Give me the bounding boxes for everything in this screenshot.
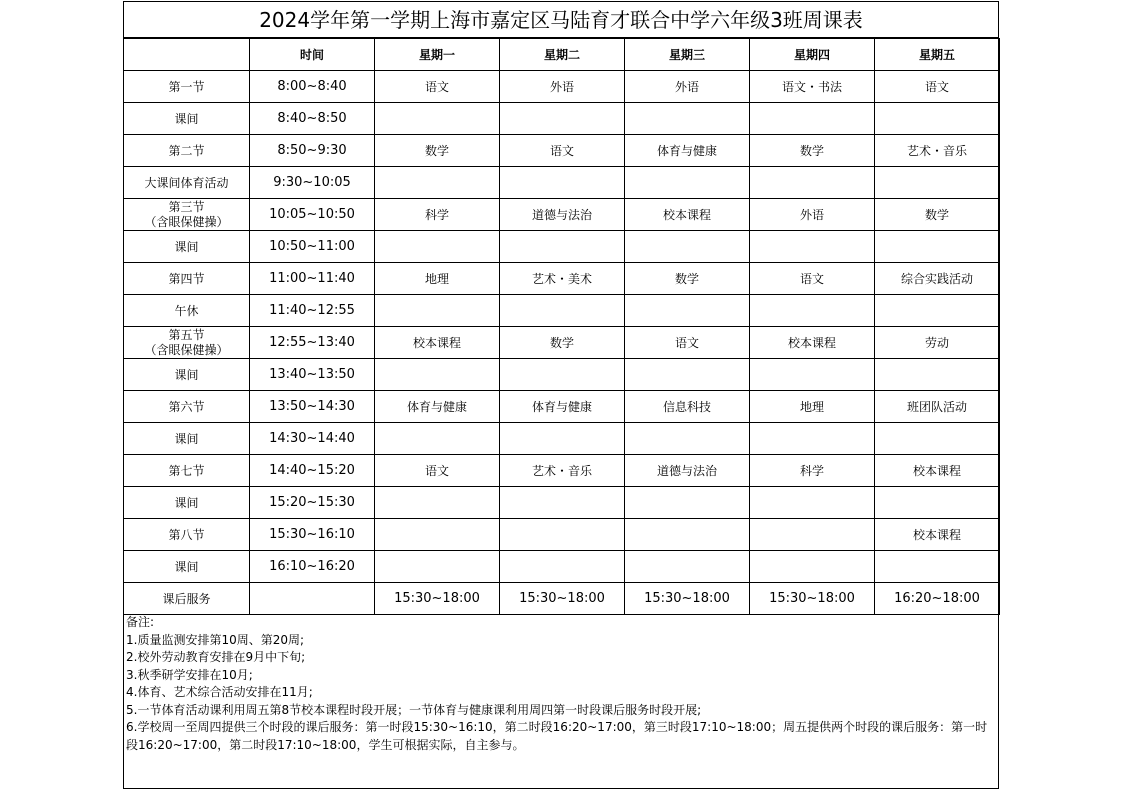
table-row bbox=[124, 263, 1000, 295]
subject-cell: 综合实践活动 bbox=[875, 263, 1000, 295]
subject-cell bbox=[375, 359, 500, 391]
period-label-stack bbox=[124, 200, 249, 230]
timetable-sheet bbox=[123, 1, 999, 789]
subject-cell: 体育与健康 bbox=[500, 391, 625, 423]
period-label bbox=[124, 327, 250, 359]
table-row bbox=[124, 199, 1000, 231]
period-label bbox=[124, 199, 250, 231]
subject-cell bbox=[375, 103, 500, 135]
subject-cell bbox=[500, 359, 625, 391]
period-label: 第一节 bbox=[124, 71, 250, 103]
page-title: 2024学年第一学期上海市嘉定区马陆育才联合中学六年级3班周课表 bbox=[124, 2, 998, 38]
after-school-service-cell: 15:30~18:00 bbox=[750, 583, 875, 615]
table-row bbox=[124, 71, 1000, 103]
subject-cell bbox=[375, 167, 500, 199]
header-day-tue: 星期二 bbox=[500, 39, 625, 71]
subject-cell: 艺术・音乐 bbox=[875, 135, 1000, 167]
subject-cell bbox=[625, 519, 750, 551]
subject-cell bbox=[875, 295, 1000, 327]
period-label: 课间 bbox=[124, 231, 250, 263]
subject-cell: 科学 bbox=[750, 455, 875, 487]
period-label: 课间 bbox=[124, 359, 250, 391]
subject-cell: 地理 bbox=[375, 263, 500, 295]
table-row bbox=[124, 583, 1000, 615]
subject-cell: 道德与法治 bbox=[625, 455, 750, 487]
subject-cell bbox=[875, 103, 1000, 135]
period-label: 课间 bbox=[124, 551, 250, 583]
schedule-table bbox=[123, 38, 1000, 615]
period-time: 11:00~11:40 bbox=[250, 263, 375, 295]
subject-cell: 语文 bbox=[875, 71, 1000, 103]
subject-cell: 外语 bbox=[750, 199, 875, 231]
period-time: 15:30~16:10 bbox=[250, 519, 375, 551]
period-label-sub: （含眼保健操） bbox=[144, 214, 229, 229]
subject-cell: 体育与健康 bbox=[375, 391, 500, 423]
subject-cell bbox=[750, 423, 875, 455]
period-time bbox=[250, 583, 375, 615]
subject-cell bbox=[375, 295, 500, 327]
note-item: 1.质量监测安排第10周、第20周; bbox=[126, 632, 305, 647]
note-item: 6.学校周一至周四提供三个时段的课后服务：第一时段15:30~16:10，第二时段16:20~17:00，第三时段17:10~18:00；周五提供两个时段的课后服务：第一时段16:20~17:00，第二时段17:10~18:00，学生可根据实际，自主参与。 bbox=[126, 720, 988, 752]
after-school-service-cell: 15:30~18:00 bbox=[375, 583, 500, 615]
period-label: 第二节 bbox=[124, 135, 250, 167]
subject-cell: 校本课程 bbox=[375, 327, 500, 359]
subject-cell: 数学 bbox=[750, 135, 875, 167]
subject-cell: 劳动 bbox=[875, 327, 1000, 359]
subject-cell: 校本课程 bbox=[625, 199, 750, 231]
note-item: 3.秋季研学安排在10月; bbox=[126, 667, 253, 682]
table-row bbox=[124, 103, 1000, 135]
subject-cell bbox=[875, 423, 1000, 455]
subject-cell: 信息科技 bbox=[625, 391, 750, 423]
subject-cell bbox=[375, 551, 500, 583]
subject-cell: 体育与健康 bbox=[625, 135, 750, 167]
subject-cell bbox=[625, 551, 750, 583]
subject-cell: 外语 bbox=[500, 71, 625, 103]
table-row bbox=[124, 167, 1000, 199]
subject-cell bbox=[625, 487, 750, 519]
period-label-main: 第三节 bbox=[168, 199, 205, 214]
table-row bbox=[124, 455, 1000, 487]
subject-cell: 语文 bbox=[375, 71, 500, 103]
subject-cell bbox=[750, 519, 875, 551]
table-row bbox=[124, 551, 1000, 583]
table-row bbox=[124, 519, 1000, 551]
subject-cell: 艺术・美术 bbox=[500, 263, 625, 295]
period-label: 课间 bbox=[124, 487, 250, 519]
subject-cell bbox=[750, 487, 875, 519]
after-school-service-cell: 16:20~18:00 bbox=[875, 583, 1000, 615]
period-label: 课间 bbox=[124, 103, 250, 135]
subject-cell bbox=[875, 231, 1000, 263]
subject-cell bbox=[750, 103, 875, 135]
subject-cell bbox=[625, 295, 750, 327]
period-time: 13:50~14:30 bbox=[250, 391, 375, 423]
subject-cell: 艺术・音乐 bbox=[500, 455, 625, 487]
period-label: 课间 bbox=[124, 423, 250, 455]
subject-cell: 地理 bbox=[750, 391, 875, 423]
subject-cell: 数学 bbox=[875, 199, 1000, 231]
period-label: 午休 bbox=[124, 295, 250, 327]
subject-cell: 班团队活动 bbox=[875, 391, 1000, 423]
subject-cell bbox=[750, 295, 875, 327]
table-row bbox=[124, 423, 1000, 455]
header-day-thu: 星期四 bbox=[750, 39, 875, 71]
period-time: 8:40~8:50 bbox=[250, 103, 375, 135]
period-time: 10:50~11:00 bbox=[250, 231, 375, 263]
table-row bbox=[124, 231, 1000, 263]
period-label: 第六节 bbox=[124, 391, 250, 423]
period-time: 14:40~15:20 bbox=[250, 455, 375, 487]
notes-heading: 备注: bbox=[126, 615, 155, 629]
header-blank-cell bbox=[124, 39, 250, 71]
subject-cell bbox=[375, 423, 500, 455]
table-row bbox=[124, 135, 1000, 167]
subject-cell: 数学 bbox=[500, 327, 625, 359]
period-time: 8:00~8:40 bbox=[250, 71, 375, 103]
period-label: 大课间体育活动 bbox=[124, 167, 250, 199]
table-row bbox=[124, 327, 1000, 359]
subject-cell: 数学 bbox=[375, 135, 500, 167]
period-time: 13:40~13:50 bbox=[250, 359, 375, 391]
subject-cell bbox=[625, 231, 750, 263]
subject-cell bbox=[375, 231, 500, 263]
subject-cell bbox=[500, 551, 625, 583]
period-time: 14:30~14:40 bbox=[250, 423, 375, 455]
subject-cell: 校本课程 bbox=[875, 455, 1000, 487]
subject-cell bbox=[500, 231, 625, 263]
subject-cell bbox=[625, 167, 750, 199]
period-time: 9:30~10:05 bbox=[250, 167, 375, 199]
table-row bbox=[124, 487, 1000, 519]
subject-cell bbox=[500, 295, 625, 327]
subject-cell bbox=[500, 519, 625, 551]
subject-cell: 外语 bbox=[625, 71, 750, 103]
header-time: 时间 bbox=[250, 39, 375, 71]
subject-cell bbox=[625, 103, 750, 135]
after-school-service-cell: 15:30~18:00 bbox=[625, 583, 750, 615]
table-row bbox=[124, 359, 1000, 391]
subject-cell bbox=[750, 551, 875, 583]
subject-cell: 语文 bbox=[375, 455, 500, 487]
subject-cell bbox=[500, 167, 625, 199]
note-item: 5.一节体育活动课利用周五第8节校本课程时段开展；一节体育与健康课利用周四第一时段课后服务时段开展; bbox=[126, 702, 702, 717]
period-label-sub: （含眼保健操） bbox=[144, 342, 229, 357]
subject-cell: 数学 bbox=[625, 263, 750, 295]
subject-cell: 语文 bbox=[625, 327, 750, 359]
period-label: 第四节 bbox=[124, 263, 250, 295]
header-day-mon: 星期一 bbox=[375, 39, 500, 71]
period-time: 15:20~15:30 bbox=[250, 487, 375, 519]
period-time: 12:55~13:40 bbox=[250, 327, 375, 359]
period-time: 16:10~16:20 bbox=[250, 551, 375, 583]
table-row bbox=[124, 295, 1000, 327]
note-item: 2.校外劳动教育安排在9月中下旬; bbox=[126, 650, 306, 664]
subject-cell bbox=[500, 487, 625, 519]
subject-cell bbox=[875, 167, 1000, 199]
subject-cell bbox=[500, 103, 625, 135]
subject-cell bbox=[500, 423, 625, 455]
subject-cell: 语文 bbox=[750, 263, 875, 295]
subject-cell bbox=[875, 359, 1000, 391]
subject-cell bbox=[750, 231, 875, 263]
table-row bbox=[124, 391, 1000, 423]
subject-cell: 校本课程 bbox=[750, 327, 875, 359]
note-item: 4.体育、艺术综合活动安排在11月; bbox=[126, 685, 313, 699]
subject-cell bbox=[875, 487, 1000, 519]
period-time: 8:50~9:30 bbox=[250, 135, 375, 167]
period-label: 第八节 bbox=[124, 519, 250, 551]
notes-section bbox=[124, 612, 998, 754]
subject-cell: 科学 bbox=[375, 199, 500, 231]
period-label-stack bbox=[124, 328, 249, 358]
header-day-wed: 星期三 bbox=[625, 39, 750, 71]
header-day-fri: 星期五 bbox=[875, 39, 1000, 71]
subject-cell: 语文 bbox=[500, 135, 625, 167]
subject-cell bbox=[375, 519, 500, 551]
subject-cell: 语文・书法 bbox=[750, 71, 875, 103]
period-label: 第七节 bbox=[124, 455, 250, 487]
subject-cell bbox=[875, 551, 1000, 583]
subject-cell bbox=[750, 359, 875, 391]
subject-cell bbox=[625, 423, 750, 455]
subject-cell bbox=[625, 359, 750, 391]
subject-cell bbox=[750, 167, 875, 199]
after-school-service-cell: 15:30~18:00 bbox=[500, 583, 625, 615]
subject-cell: 道德与法治 bbox=[500, 199, 625, 231]
period-label: 课后服务 bbox=[124, 583, 250, 615]
period-time: 10:05~10:50 bbox=[250, 199, 375, 231]
period-label-main: 第五节 bbox=[168, 327, 205, 342]
subject-cell bbox=[375, 487, 500, 519]
period-time: 11:40~12:55 bbox=[250, 295, 375, 327]
header-row bbox=[124, 39, 1000, 71]
subject-cell: 校本课程 bbox=[875, 519, 1000, 551]
